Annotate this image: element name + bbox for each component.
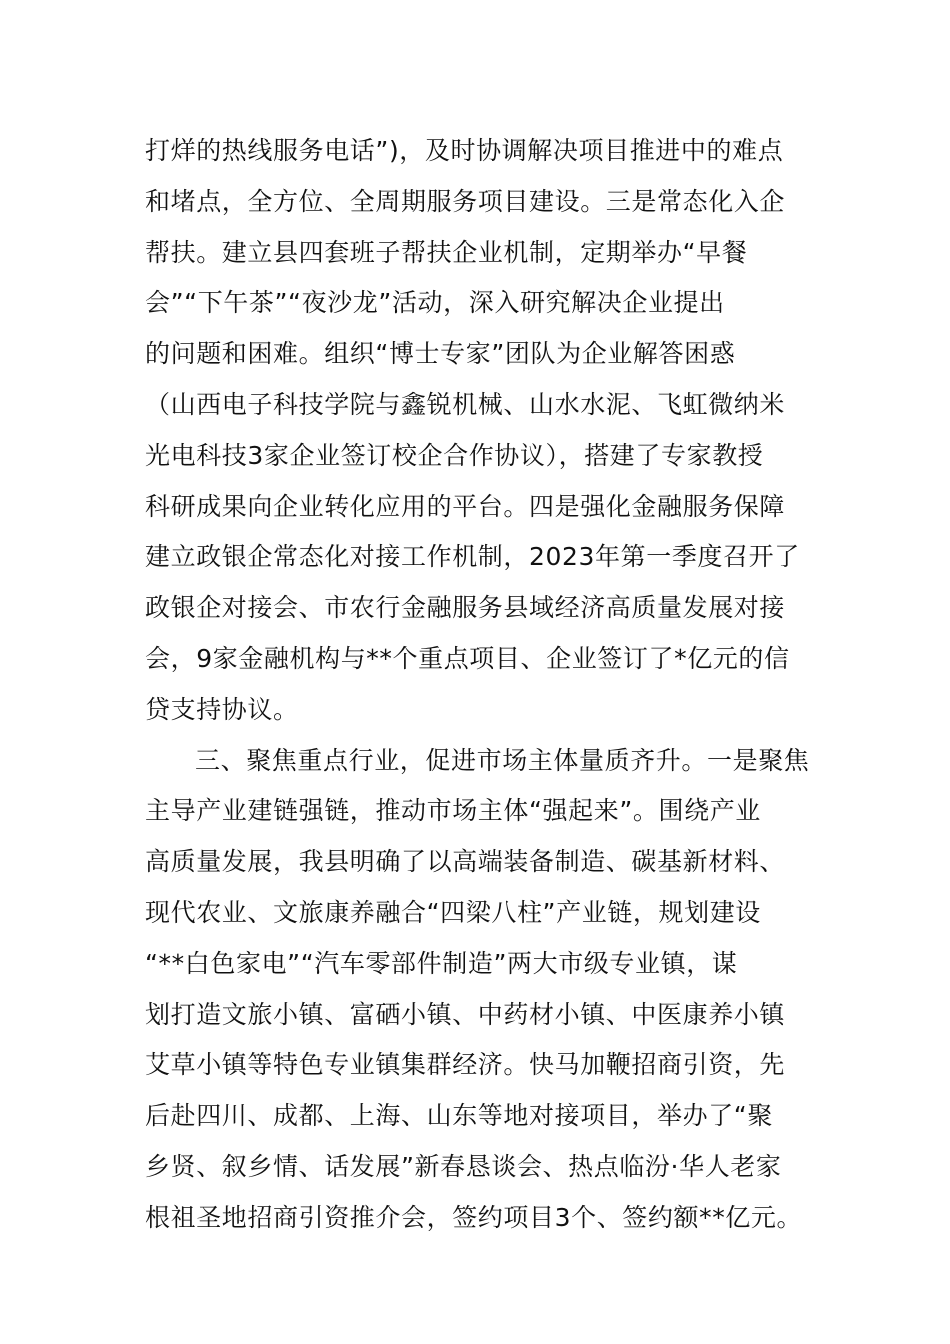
text-line: 和堵点，全方位、全周期服务项目建设。三是常态化入企 bbox=[145, 186, 786, 216]
document-body bbox=[145, 126, 845, 1244]
paragraph-2 bbox=[145, 736, 845, 1244]
text-line: 主导产业建链强链，推动市场主体“强起来”。围绕产业 bbox=[145, 796, 761, 826]
text-line: 现代农业、文旅康养融合“四梁八柱”产业链，规划建设 bbox=[145, 897, 761, 927]
text-line: 建立政银企常态化对接工作机制，2023年第一季度召开了 bbox=[145, 542, 800, 572]
text-line: 会”“下午茶”“夜沙龙”活动，深入研究解决企业提出 bbox=[145, 288, 725, 318]
text-line: 乡贤、叙乡情、话发展”新春恳谈会、热点临汾·华人老家 bbox=[145, 1151, 782, 1181]
text-line: 帮扶。建立县四套班子帮扶企业机制，定期举办“早餐 bbox=[145, 237, 748, 267]
paragraph-1 bbox=[145, 126, 845, 736]
text-line: 政银企对接会、市农行金融服务县域经济高质量发展对接 bbox=[145, 593, 786, 623]
text-line: 艾草小镇等特色专业镇集群经济。快马加鞭招商引资，先 bbox=[145, 1050, 786, 1080]
text-line: “**白色家电”“汽车零部件制造”两大市级专业镇，谋 bbox=[145, 948, 738, 978]
text-line: 高质量发展，我县明确了以高端装备制造、碳基新材料、 bbox=[145, 847, 786, 877]
text-line-indented: 三、聚焦重点行业，促进市场主体量质齐升。一是聚焦 bbox=[195, 745, 810, 775]
text-line: 光电科技3家企业签订校企合作协议），搭建了专家教授 bbox=[145, 440, 764, 470]
text-line: 的问题和困难。组织“博士专家”团队为企业解答困惑 bbox=[145, 339, 736, 369]
text-line: （山西电子科技学院与鑫锐机械、山水水泥、飞虹微纳米 bbox=[145, 389, 786, 419]
text-line: 划打造文旅小镇、富硒小镇、中药材小镇、中医康养小镇 bbox=[145, 999, 786, 1029]
text-line: 会，9家金融机构与**个重点项目、企业签订了*亿元的信 bbox=[145, 643, 790, 673]
text-line: 贷支持协议。 bbox=[145, 694, 299, 724]
text-line: 后赴四川、成都、上海、山东等地对接项目，举办了“聚 bbox=[145, 1101, 773, 1131]
text-line: 根祖圣地招商引资推介会，签约项目3个、签约额**亿元。 bbox=[145, 1202, 803, 1232]
text-line: 科研成果向企业转化应用的平台。四是强化金融服务保障 bbox=[145, 491, 786, 521]
text-line: 打烊的热线服务电话”)，及时协调解决项目推进中的难点 bbox=[145, 136, 784, 165]
